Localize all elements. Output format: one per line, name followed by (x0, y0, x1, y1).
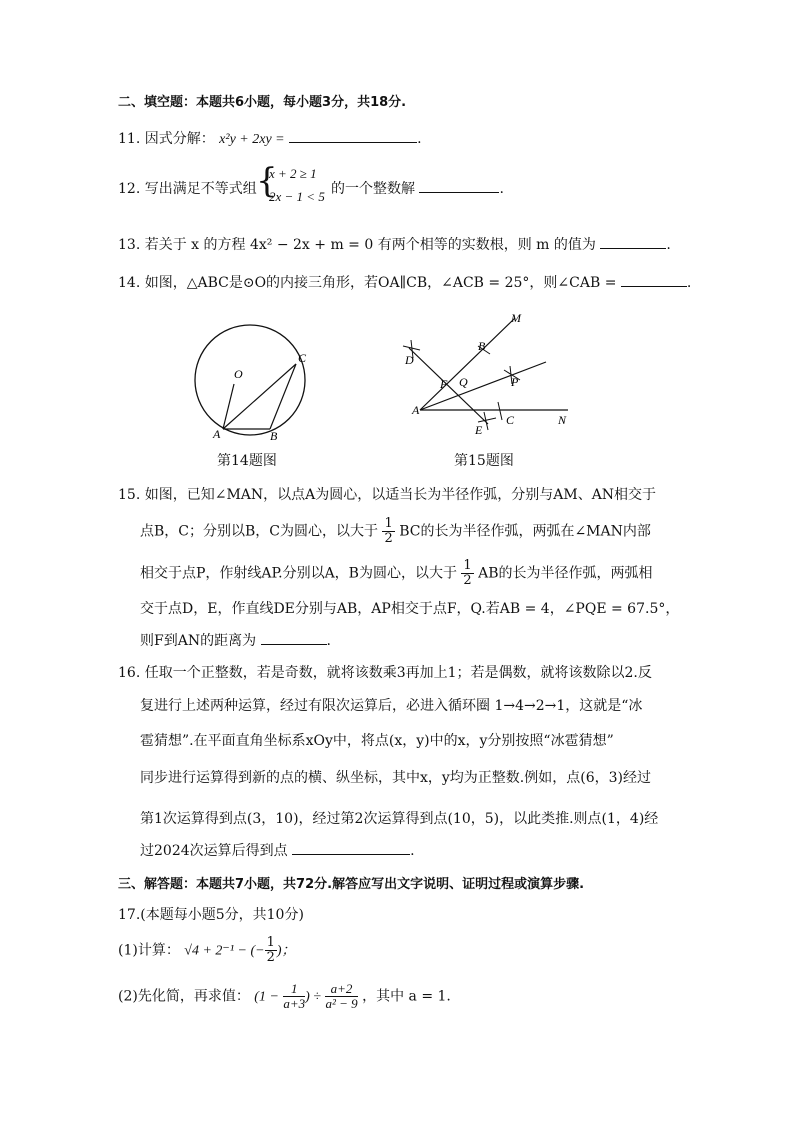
q17-p2-b: ) ÷ (305, 989, 321, 1005)
figure-14 (190, 318, 330, 443)
q17-p1-label: (1)计算： (118, 942, 180, 959)
q17-p2-frac1-num: 1 (283, 982, 305, 997)
q11-text: 11. 因式分解： (118, 131, 215, 147)
fig15-line-DE (409, 348, 488, 424)
q15-half-2-den: 2 (463, 573, 472, 588)
fig15-label-A: A (412, 403, 420, 417)
question-12-text: 12. 写出满足不等式组 (118, 181, 257, 197)
q16-line-1: 16. 任取一个正整数，若是奇数，就将该数乘3再加上1；若是偶数，就将该数除以2.反 (118, 665, 652, 681)
q15-line-5 (140, 630, 331, 650)
q16-line-3: 雹猜想”.在平面直角坐标系xOy中，将点(x，y)中的x，y分别按照“冰雹猜想” (140, 733, 614, 749)
q13-text: 13. 若关于 x 的方程 4x² − 2x + m = 0 有两个相等的实数根，则 m 的值为 (118, 237, 596, 253)
q16-line-5: 第1次运算得到点(3，10)，经过第2次运算得到点(10，5)，以此类推.则点(1，4)经 (140, 811, 659, 827)
q15-half-2-num: 1 (463, 558, 472, 573)
q11-answer-blank[interactable] (289, 130, 417, 143)
fig14-label-O: O (234, 367, 243, 381)
q15-half-fraction-2 (461, 559, 473, 588)
fig15-label-C: C (506, 413, 515, 427)
q12-brace: { (256, 161, 278, 201)
q15-line-4: 交于点D，E，作直线DE分别与AB，AP相交于点F，Q.若AB = 4，∠PQE = 67.5°， (140, 601, 680, 617)
q17-p2-frac2-num: a+2 (325, 982, 357, 997)
q17-p2-frac2-den: a² − 9 (325, 996, 358, 1011)
q17-p2-c: ，其中 a = 1. (362, 988, 451, 1005)
fig15-label-P: P (511, 375, 519, 389)
q16-end: . (410, 843, 415, 859)
q15-line-2a: 点B，C；分别以B，C为圆心，以大于 (140, 523, 378, 540)
fig15-ray-AM (420, 318, 515, 410)
q17-p1-fraction (265, 936, 277, 965)
q15-line-3 (140, 559, 653, 588)
q15-half-1-num: 1 (384, 516, 393, 531)
q15-answer-blank[interactable] (261, 632, 327, 645)
fig15-label-M: M (511, 311, 521, 325)
q17-p1-num: 1 (266, 935, 275, 950)
fig15-label-D: D (405, 353, 414, 367)
fig14-label-C: C (298, 351, 307, 365)
q15-line-3a: 相交于点P，作射线AP.分别以A，B为圆心，以大于 (140, 565, 457, 582)
section3-heading: 三、解答题：本题共7小题，共72分.解答应写出文字说明、证明过程或演算步骤. (118, 877, 585, 892)
q15-end: . (326, 633, 331, 649)
q12-end: . (499, 181, 504, 197)
q17-part-1 (118, 936, 296, 965)
fig15-arc-mark-E (478, 418, 496, 422)
q11-end: . (417, 131, 422, 147)
q17-p1-expr-b: )； (276, 943, 296, 959)
question-14 (118, 272, 691, 292)
q11-expr: x²y + 2xy = (219, 132, 285, 147)
q13-answer-blank[interactable] (600, 236, 666, 249)
q16-line-6-text: 过2024次运算后得到点 (140, 843, 288, 859)
q17-p2-frac1-den: a+3 (283, 996, 306, 1011)
q16-line-6 (140, 840, 415, 860)
q16-line-4: 同步进行运算得到新的点的横、纵坐标，其中x，y均为正整数.例如，点(6，3)经过 (140, 770, 651, 786)
fig14-circle (195, 325, 305, 435)
fig14-segment-BC (270, 364, 296, 429)
q16-answer-blank[interactable] (292, 842, 410, 855)
fig15-label-F: F (440, 377, 448, 391)
q17-p1-expr-a: √4 + 2⁻¹ − (− (184, 943, 265, 959)
q14-answer-blank[interactable] (621, 274, 687, 287)
q17-p1-den: 2 (266, 950, 275, 965)
fig15-ray-AP (420, 362, 546, 410)
question-11 (118, 128, 422, 148)
fig14-label-A: A (213, 427, 221, 441)
q15-line-1: 15. 如图，已知∠MAN，以点A为圆心，以适当长为半径作弧，分别与AM、AN相交于 (118, 487, 657, 503)
q17-p2-fraction-2 (325, 982, 357, 1011)
q17-p2-label: (2)先化简，再求值： (118, 988, 250, 1005)
fig14-caption: 第14题图 (217, 453, 277, 469)
q17-p2-fraction-1 (283, 982, 305, 1011)
q12-inequality-2: 2x − 1 < 5 (269, 189, 325, 204)
q12-answer-blank[interactable] (419, 180, 499, 193)
q15-half-1-den: 2 (384, 531, 393, 546)
q15-line-2b: BC的长为半径作弧，两弧在∠MAN内部 (399, 523, 651, 540)
question-13 (118, 234, 671, 254)
fig15-label-E: E (475, 423, 483, 437)
q13-end: . (666, 237, 671, 253)
q17-title: 17.(本题每小题5分，共10分) (118, 907, 304, 923)
fig15-caption: 第15题图 (454, 453, 514, 469)
q17-p2-a: (1 − (254, 989, 279, 1005)
fig15-label-N: N (558, 413, 567, 427)
q16-line-2: 复进行上述两种运算，经过有限次运算后，必进入循环圈 1→4→2→1，这就是“冰 (140, 698, 643, 714)
fig15-arc-mark-C (498, 402, 502, 420)
q14-text: 14. 如图，△ABC是⊙O的内接三角形，若OA∥CB，∠ACB = 25°，则∠CAB = (118, 275, 617, 291)
q12-after (331, 178, 504, 198)
q12-inequality-1: x + 2 ≥ 1 (269, 166, 317, 181)
q15-line-2 (140, 517, 651, 546)
q12-text-after: 的一个整数解 (331, 181, 415, 197)
fig14-segment-OA (223, 384, 234, 429)
fig15-label-B: B (478, 339, 486, 353)
fig15-label-Q: Q (459, 375, 468, 389)
q15-line-5-text: 则F到AN的距离为 (140, 633, 257, 649)
section2-heading: 二、填空题：本题共6小题，每小题3分，共18分. (118, 95, 407, 110)
q15-line-3b: AB的长为半径作弧，两弧相 (478, 565, 653, 582)
q15-half-fraction-1 (382, 517, 394, 546)
q17-part-2 (118, 982, 451, 1011)
figure-15 (398, 310, 583, 440)
q14-end: . (686, 275, 692, 291)
fig14-label-B: B (270, 429, 278, 443)
